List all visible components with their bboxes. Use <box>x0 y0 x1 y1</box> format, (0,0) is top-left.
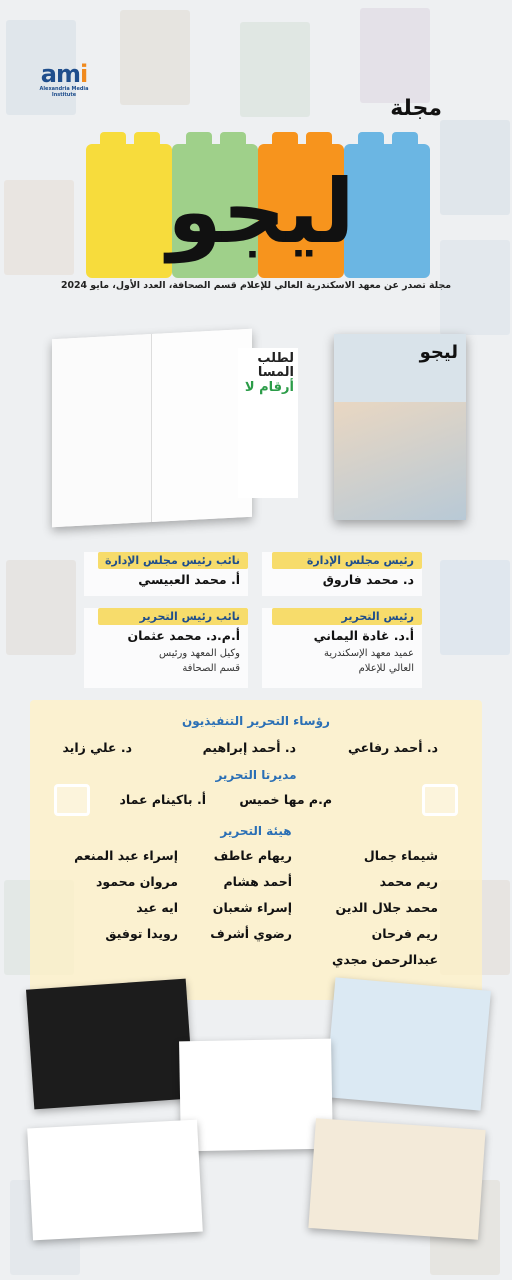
staff-name: رويدا توفيق <box>105 926 178 941</box>
institute-logo: ami Alexandria Media Institute <box>30 60 98 98</box>
magazine-spread-thumbnail <box>27 1120 203 1241</box>
staff-name: ريم فرحان <box>371 926 438 941</box>
lego-brick-icon <box>54 784 90 816</box>
staff-name: محمد جلال الدين <box>335 900 438 915</box>
executive-name: د. أحمد إبراهيم <box>202 740 296 755</box>
editor-in-chief-card: رئيس التحرير أ.د. غادة اليماني عميد معهد الإسكندرية العالي للإعلام <box>262 608 422 688</box>
staff-name: مروان محمود <box>96 874 178 889</box>
magazine-subtitle: مجلة تصدر عن معهد الاسكندرية العالي للإعلام قسم الصحافة، العدد الأول، مايو 2024 <box>60 280 452 291</box>
staff-name: شيماء جمال <box>363 848 438 863</box>
magazine-spread-thumbnail <box>179 1039 333 1152</box>
managers-title: مديرتا التحرير <box>215 768 297 782</box>
staff-name: ريهام عاطف <box>213 848 292 863</box>
executive-name: د. علي زايد <box>62 740 132 755</box>
open-magazine-spread <box>52 329 252 527</box>
editorial-staff-panel <box>30 700 482 1000</box>
magazine-label: مجلة <box>390 96 442 121</box>
spread-tagline: لطلب المسا أرقام لا <box>238 348 298 498</box>
institute-name: Alexandria Media Institute <box>39 86 89 98</box>
staff-name: رضوي أشرف <box>210 926 292 941</box>
board-vice-chairman-card: نائب رئيس مجلس الإدارة أ. محمد العبيسي <box>84 552 248 596</box>
magazine-spread-thumbnail <box>26 979 194 1110</box>
staff-name: عبدالرحمن مجدي <box>331 952 438 967</box>
cover-family-photo <box>334 402 466 520</box>
executive-name: د. أحمد رفاعي <box>347 740 438 755</box>
spread-right-page <box>152 329 252 522</box>
board-chairman-card: رئيس مجلس الإدارة د. محمد فاروق <box>262 552 422 596</box>
magazine-spread-thumbnail <box>308 1118 485 1240</box>
magazine-cover <box>334 334 466 520</box>
magazine-spread-thumbnail <box>325 977 491 1110</box>
staff-name: ريم محمد <box>379 874 438 889</box>
staff-name: إسراء شعبان <box>212 900 292 915</box>
cover-title: ليجو <box>419 342 458 363</box>
executives-title: رؤساء التحرير التنفيذيون <box>182 714 330 728</box>
staff-name: أحمد هشام <box>223 874 292 889</box>
manager-name: م.م مها خميس <box>239 792 332 807</box>
staff-name: ايه عيد <box>136 900 178 915</box>
staff-title: هيئة التحرير <box>220 824 292 838</box>
magazine-title: ليجو <box>167 160 355 263</box>
staff-name: إسراء عبد المنعم <box>74 848 178 863</box>
deputy-editor-card: نائب رئيس التحرير أ.م.د. محمد عثمان وكيل المعهد ورئيس قسم الصحافة <box>84 608 248 688</box>
spread-left-page <box>52 334 152 527</box>
lego-brick-icon <box>422 784 458 816</box>
manager-name: أ. باكينام عماد <box>119 792 206 807</box>
